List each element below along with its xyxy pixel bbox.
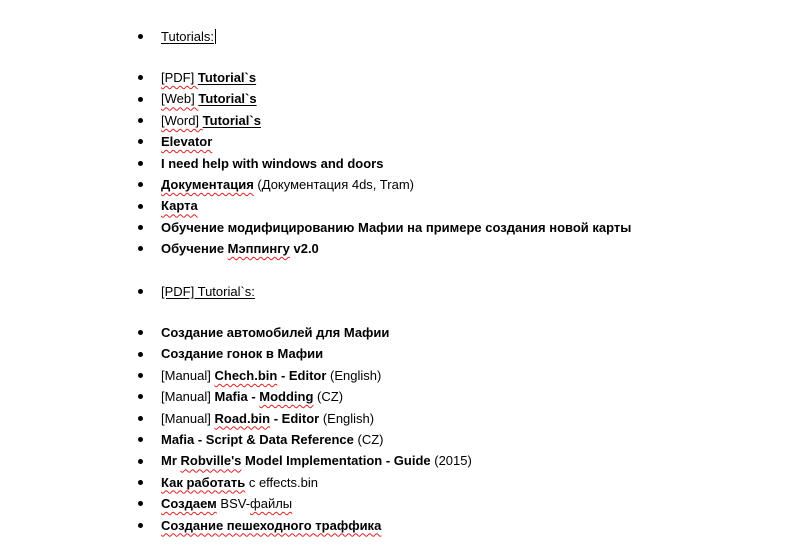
item-link[interactable]: Мэппингу [227,241,290,257]
pdf-heading-list [0,281,793,302]
item-link[interactable]: Создание пешеходного [161,517,316,533]
item-link[interactable]: траффика [315,517,382,533]
item-prefix: [Manual] [161,389,215,405]
item-text: effects.bin [258,474,318,490]
item-link[interactable]: Mafia [214,389,248,405]
item-link[interactable]: Chech.bin [214,367,278,383]
bullet-icon [138,416,143,421]
list-item[interactable] [0,386,793,407]
bullet-icon [138,97,143,102]
bullet-icon [138,246,143,251]
bullet-icon [138,161,143,166]
list-item[interactable] [0,408,793,429]
bullet-icon [138,289,143,294]
pdf-heading-link[interactable]: Tutorial`s: [197,284,255,299]
item-note: (CZ) [313,389,344,405]
text-cursor [215,29,216,44]
tutorials-heading-link[interactable]: Tutorials: [161,29,214,44]
bullet-icon [138,501,143,506]
item-link[interactable]: - [247,389,260,405]
list-item[interactable] [0,322,793,343]
item-note: (English) [319,410,375,426]
item-prefix: [Web] [161,91,199,107]
item-prefix[interactable]: [PDF] [161,284,198,299]
tutorials-group-b [0,322,793,536]
list-item[interactable] [0,26,793,47]
list-item[interactable] [0,153,793,174]
bullet-icon [138,182,143,187]
list-item[interactable] [0,217,793,238]
item-link[interactable]: Документация [161,176,254,192]
list-item[interactable] [0,515,793,536]
list-item[interactable] [0,131,793,152]
bullet-icon [138,480,143,485]
list-item[interactable] [0,343,793,364]
item-note: (CZ) [353,431,384,447]
item-text: файлы [250,496,293,512]
item-note: (Документация 4ds, Tram) [253,176,414,192]
item-note: (English) [326,367,382,383]
item-link[interactable]: Model Implementation - Guide [241,453,431,469]
item-link[interactable]: Создаем [161,496,217,512]
item-link[interactable]: Modding [259,389,314,405]
tutorials-heading-list [0,26,793,47]
bullet-icon [138,459,143,464]
item-text: BSV- [216,496,251,512]
list-item[interactable] [0,174,793,195]
item-link[interactable]: Обучение модифицированию Мафии на примере создания новой карты [161,219,632,235]
list-item[interactable] [0,195,793,216]
bullet-icon [138,204,143,209]
list-item[interactable] [0,365,793,386]
bullet-icon [138,75,143,80]
item-link[interactable]: Mafia - Script & Data Reference [161,431,354,447]
item-text: с [245,474,259,490]
item-link[interactable]: Tutorial`s [202,112,261,128]
bullet-icon [138,118,143,123]
item-prefix: [PDF] [161,70,198,85]
bullet-icon [138,34,143,39]
list-item[interactable] [0,238,793,259]
item-link[interactable]: Tutorial`s [198,91,257,107]
item-link[interactable]: v2.0 [289,241,319,257]
bullet-icon [138,394,143,399]
item-link[interactable]: Обучение [161,241,228,257]
item-link[interactable]: Road.bin [214,410,271,426]
list-item[interactable] [0,281,793,302]
list-item[interactable] [0,493,793,514]
item-link[interactable]: Elevator [161,134,213,150]
bullet-icon [138,330,143,335]
item-link[interactable]: Карта [161,198,198,214]
list-item[interactable] [0,472,793,493]
item-link[interactable]: - Editor [270,410,320,426]
bullet-icon [138,437,143,442]
list-item[interactable] [0,88,793,109]
item-note: (2015) [430,453,472,469]
item-link[interactable]: - Editor [277,367,327,383]
item-prefix: [Manual] [161,367,215,383]
item-prefix: [Word] [161,112,203,128]
item-link[interactable]: I need help with windows and doors [161,155,384,171]
list-item[interactable] [0,67,793,88]
item-prefix: [Manual] [161,410,215,426]
item-link[interactable]: Создание гонок в Мафии [161,346,324,362]
list-item[interactable] [0,450,793,471]
list-item[interactable] [0,429,793,450]
item-link[interactable]: Robville's [180,453,242,469]
bullet-icon [138,225,143,230]
bullet-icon [138,139,143,144]
item-link[interactable]: Tutorial`s [197,70,257,85]
list-item[interactable] [0,110,793,131]
bullet-icon [138,373,143,378]
tutorials-group-a [0,67,793,260]
item-link[interactable]: Как работать [161,474,246,490]
bullet-icon [138,523,143,528]
item-link[interactable]: Mr [161,453,181,469]
item-link[interactable]: Создание автомобилей для Мафии [161,325,390,340]
bullet-icon [138,352,143,357]
